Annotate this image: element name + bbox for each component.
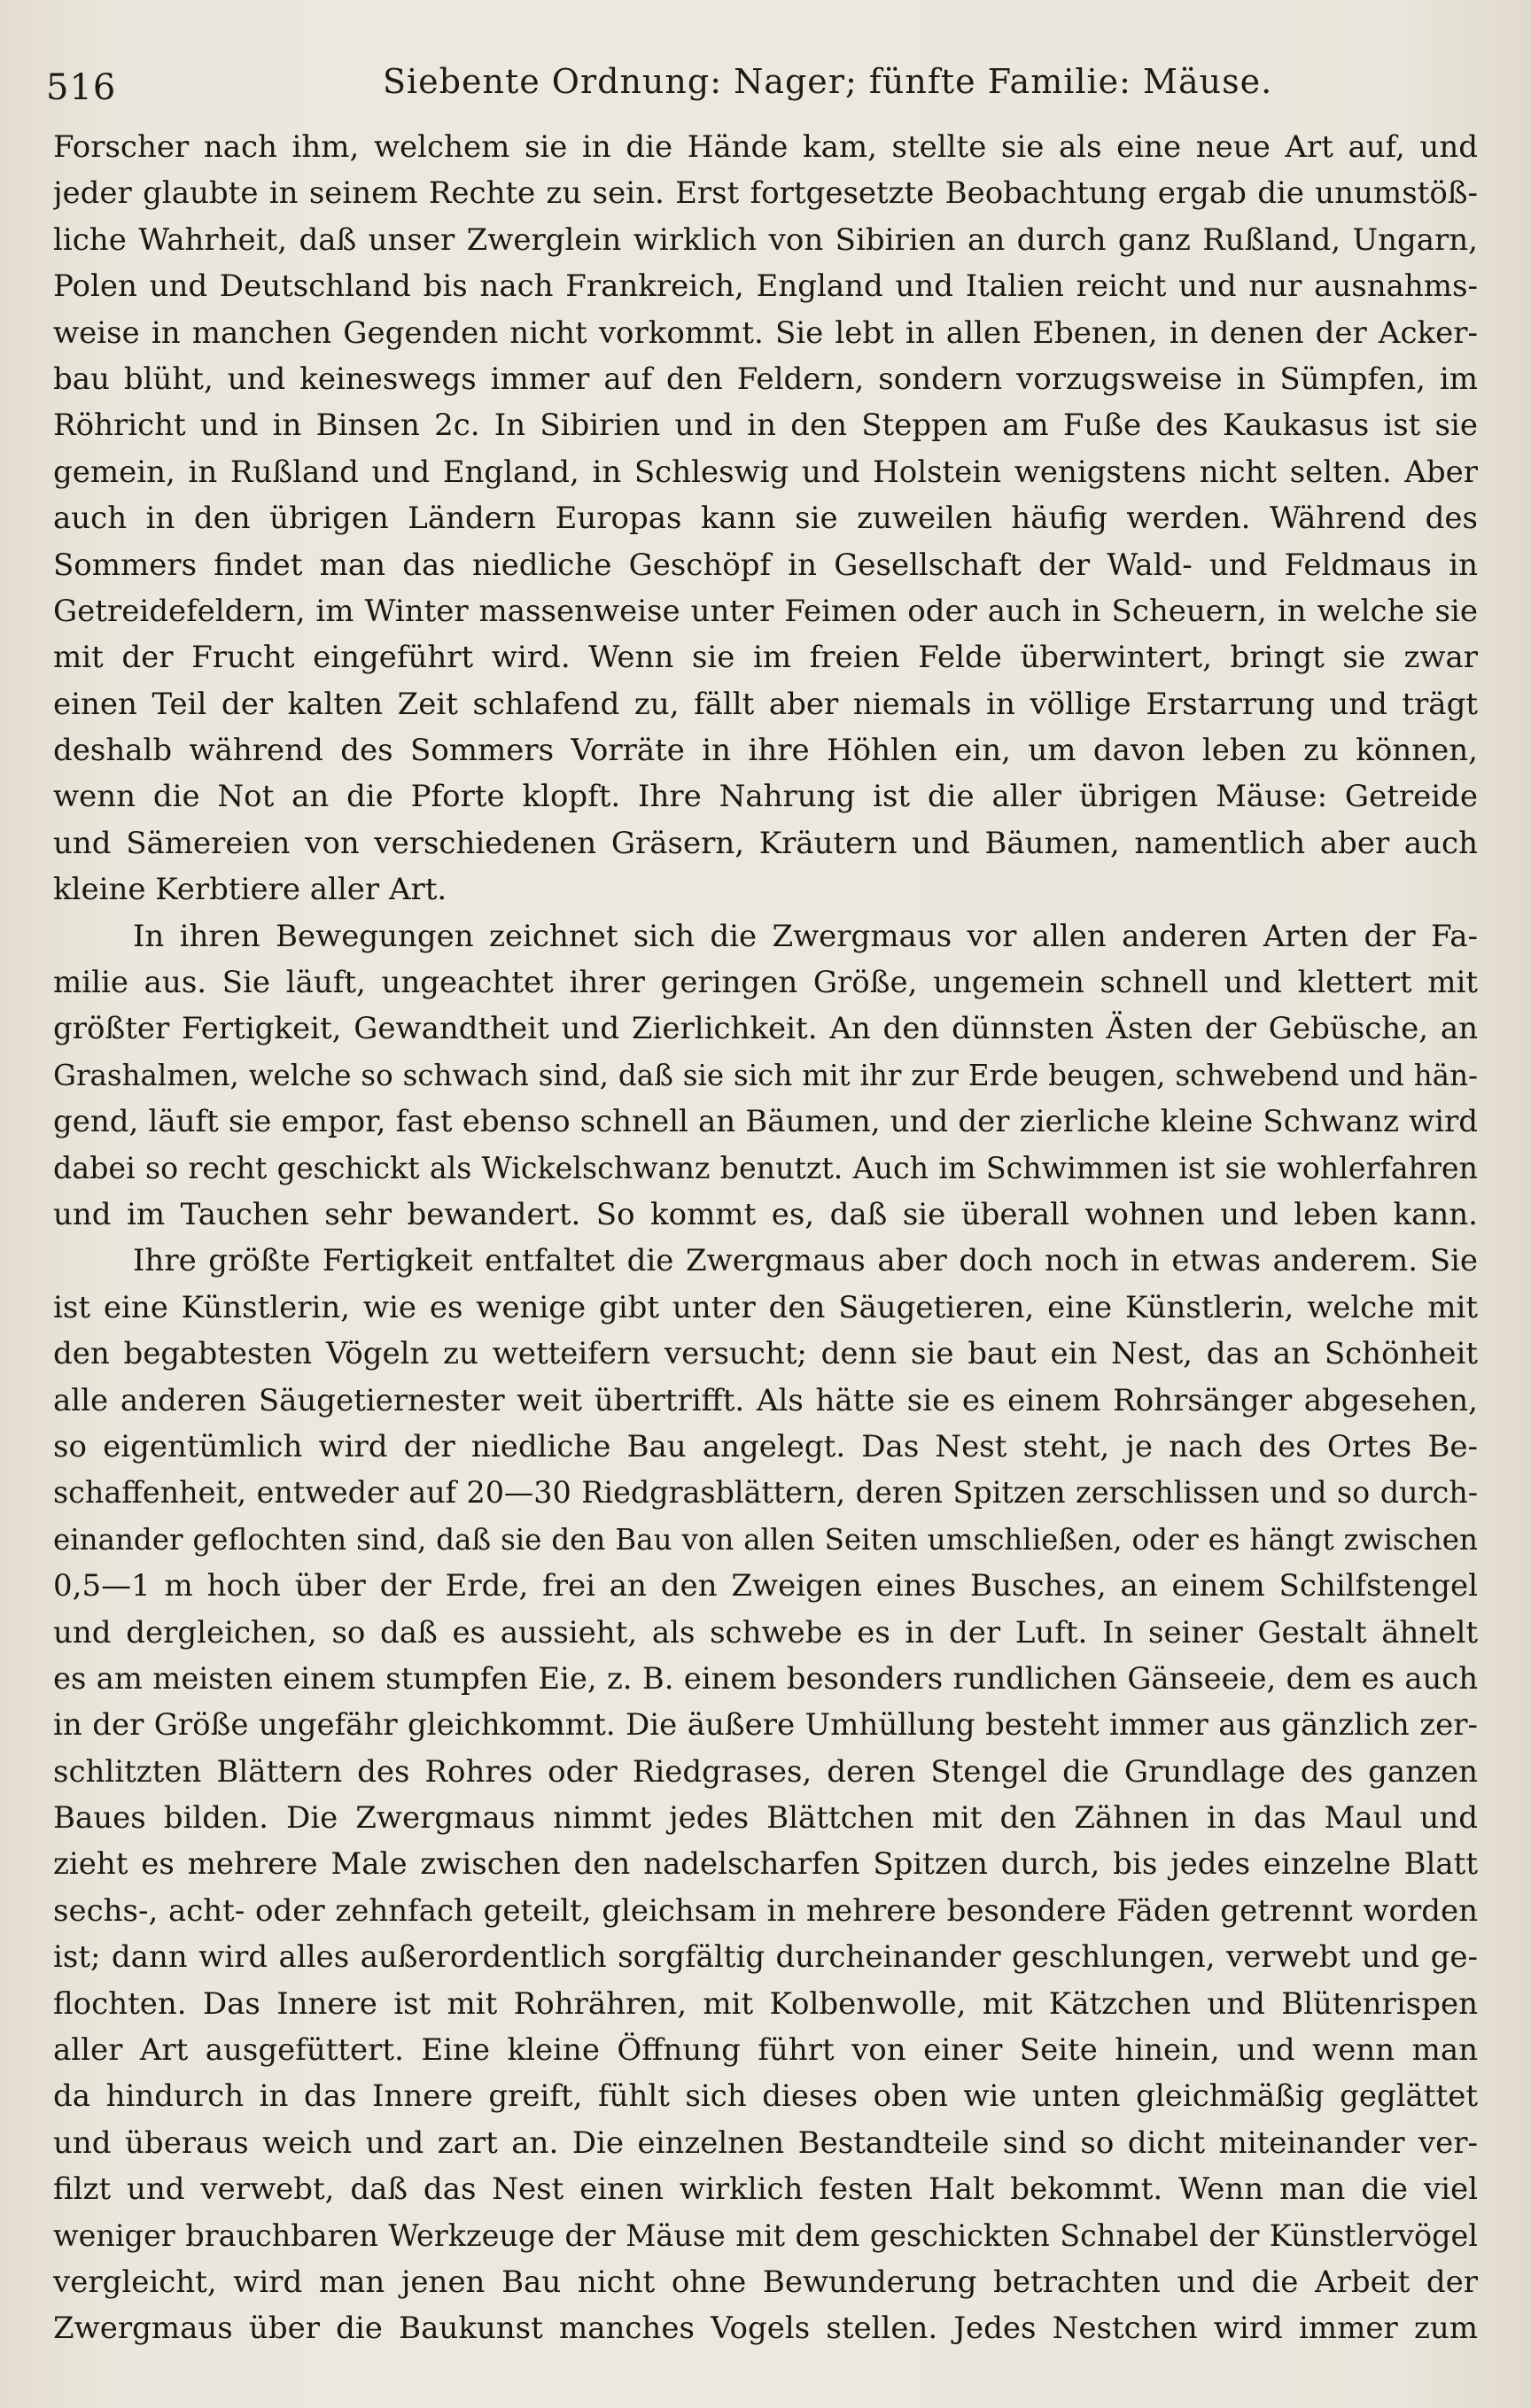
text-line: flochten. Das Innere ist mit Rohrähren, mit Kolbenwolle, mit Kätzchen und Blütenrispen (53, 1985, 1478, 2022)
text-line: Röhricht und in Binsen 2c. In Sibirien und in den Steppen am Fuße des Kaukasus ist sie (53, 408, 1478, 444)
text-line: und dergleichen, so daß es aussieht, als schwebe es in der Luft. In seiner Gestalt ähnelt (53, 1614, 1478, 1651)
text-line: Baues bilden. Die Zwergmaus nimmt jedes Blättchen mit den Zähnen in das Maul und (53, 1800, 1478, 1837)
paragraph-first-line: Ihre größte Fertigkeit entfaltet die Zwergmaus aber doch noch in etwas anderem. Sie (133, 1243, 1478, 1279)
text-line: filzt und verwebt, daß das Nest einen wirklich festen Halt bekommt. Wenn man die viel (53, 2171, 1478, 2208)
running-head (46, 62, 1473, 115)
text-line: da hindurch in das Innere greift, fühlt sich dieses oben wie unten gleichmäßig geglättet (53, 2078, 1478, 2115)
text-line: gemein, in Rußland und England, in Schleswig und Holstein wenigstens nicht selten. Aber (53, 454, 1478, 490)
text-line: es am meisten einem stumpfen Eie, z. B. einem besonders rundlichen Gänseeie, dem es auch (53, 1660, 1478, 1696)
text-line: Sommers findet man das niedliche Geschöpf in Gesellschaft der Wald- und Feldmaus in (53, 547, 1478, 583)
page-number: 516 (46, 67, 117, 108)
text-line: ist; dann wird alles außerordentlich sorgfältig durcheinander geschlungen, verwebt und ge- (53, 1939, 1478, 1976)
text-line: den begabtesten Vögeln zu wetteifern versucht; denn sie baut ein Nest, das an Schönheit (53, 1336, 1478, 1372)
text-line: zieht es mehrere Male zwischen den nadelscharfen Spitzen durch, bis jedes einzelne Blatt (53, 1846, 1478, 1883)
text-line: sechs-, acht- oder zehnfach geteilt, gleichsam in mehrere besondere Fäden getrennt worden (53, 1892, 1478, 1929)
text-line: deshalb während des Sommers Vorräte in ihre Höhlen ein, um davon leben zu können, (53, 733, 1478, 769)
text-line: so eigentümlich wird der niedliche Bau angelegt. Das Nest steht, je nach des Ortes Be- (53, 1428, 1478, 1464)
text-line: weniger brauchbaren Werkzeuge der Mäuse mit dem geschickten Schnabel der Künstlervögel (53, 2218, 1478, 2253)
text-line: Polen und Deutschland bis nach Frankreich, England und Italien reicht und nur ausnahms- (53, 268, 1478, 305)
text-line: und im Tauchen sehr bewandert. So kommt es, daß sie überall wohnen und leben kann. (53, 1196, 1478, 1232)
text-line: alle anderen Säugetiernester weit übertrifft. Als hätte sie es einem Rohrsänger abgesehen, (53, 1382, 1478, 1418)
text-line: auch in den übrigen Ländern Europas kann sie zuweilen häufig werden. Während des (53, 501, 1478, 537)
text-line: dabei so recht geschickt als Wickelschwanz benutzt. Auch im Schwimmen ist sie wohlerfahren (53, 1150, 1478, 1185)
text-line: Zwergmaus über die Baukunst manches Vogels stellen. Jedes Nestchen wird immer zum (53, 2311, 1478, 2347)
paragraph-last-line: kleine Kerbtiere aller Art. (53, 872, 447, 908)
text-line: ist eine Künstlerin, wie es wenige gibt unter den Säugetieren, eine Künstlerin, welche mit (53, 1289, 1478, 1325)
text-line: aller Art ausgefüttert. Eine kleine Öffnung führt von einer Seite hinein, und wenn man (53, 2032, 1478, 2069)
text-line: milie aus. Sie läuft, ungeachtet ihrer geringen Größe, ungemein schnell und klettert mit (53, 965, 1478, 1001)
text-line: mit der Frucht eingeführt wird. Wenn sie im freien Felde überwintert, bringt sie zwar (53, 640, 1478, 676)
text-line: größter Fertigkeit, Gewandtheit und Zierlichkeit. An den dünnsten Ästen der Gebüsche, an (53, 1011, 1478, 1047)
text-line: liche Wahrheit, daß unser Zwerglein wirklich von Sibirien an durch ganz Rußland, Ungarn, (53, 221, 1478, 258)
text-line: Getreidefeldern, im Winter massenweise unter Feimen oder auch in Scheuern, in welche sie (53, 593, 1478, 629)
text-line: Forscher nach ihm, welchem sie in die Hände kam, stellte sie als eine neue Art auf, und (53, 129, 1478, 165)
text-line: jeder glaubte in seinem Rechte zu sein. Erst fortgesetzte Beobachtung ergab die unumstöß- (53, 175, 1478, 212)
text-line: wenn die Not an die Pforte klopft. Ihre Nahrung ist die aller übrigen Mäuse: Getreide (53, 779, 1478, 815)
text-line: in der Größe ungefähr gleichkommt. Die äußere Umhüllung besteht immer aus gänzlich zer- (53, 1707, 1478, 1744)
text-line: und überaus weich und zart an. Die einzelnen Bestandteile sind so dicht miteinander ver- (53, 2124, 1478, 2161)
text-line: schaffenheit, entweder auf 20—30 Riedgrasblättern, deren Spitzen zerschlissen und so durch- (53, 1475, 1478, 1511)
text-line: Grashalmen, welche so schwach sind, daß sie sich mit ihr zur Erde beugen, schwebend und hän- (53, 1058, 1478, 1092)
running-head-title: Siebente Ordnung: Nager; fünfte Familie: Mäuse. (383, 62, 1273, 101)
paragraph-first-line: In ihren Bewegungen zeichnet sich die Zwergmaus vor allen anderen Arten der Fa- (133, 918, 1478, 954)
text-line: einen Teil der kalten Zeit schlafend zu, fällt aber niemals in völlige Erstarrung und trägt (53, 686, 1478, 722)
text-line: schlitzten Blättern des Rohres oder Riedgrases, deren Stengel die Grundlage des ganzen (53, 1753, 1478, 1790)
body-text (53, 124, 1478, 2352)
text-line: gend, läuft sie empor, fast ebenso schnell an Bäumen, und der zierliche kleine Schwanz wird (53, 1104, 1478, 1140)
text-line: 0,5—1 m hoch über der Erde, frei an den Zweigen eines Busches, an einem Schilfstengel (53, 1568, 1478, 1604)
text-line: und Sämereien von verschiedenen Gräsern, Kräutern und Bäumen, namentlich aber auch (53, 825, 1478, 861)
text-line: vergleicht, wird man jenen Bau nicht ohne Bewunderung betrachten und die Arbeit der (53, 2264, 1478, 2300)
text-line: weise in manchen Gegenden nicht vorkommt. Sie lebt in allen Ebenen, in denen der Acker- (53, 315, 1478, 351)
text-line: einander geflochten sind, daß sie den Bau von allen Seiten umschließen, oder es hängt zwischen (53, 1522, 1478, 1557)
text-line: bau blüht, und keineswegs immer auf den Feldern, sondern vorzugsweise in Sümpfen, im (53, 361, 1478, 397)
